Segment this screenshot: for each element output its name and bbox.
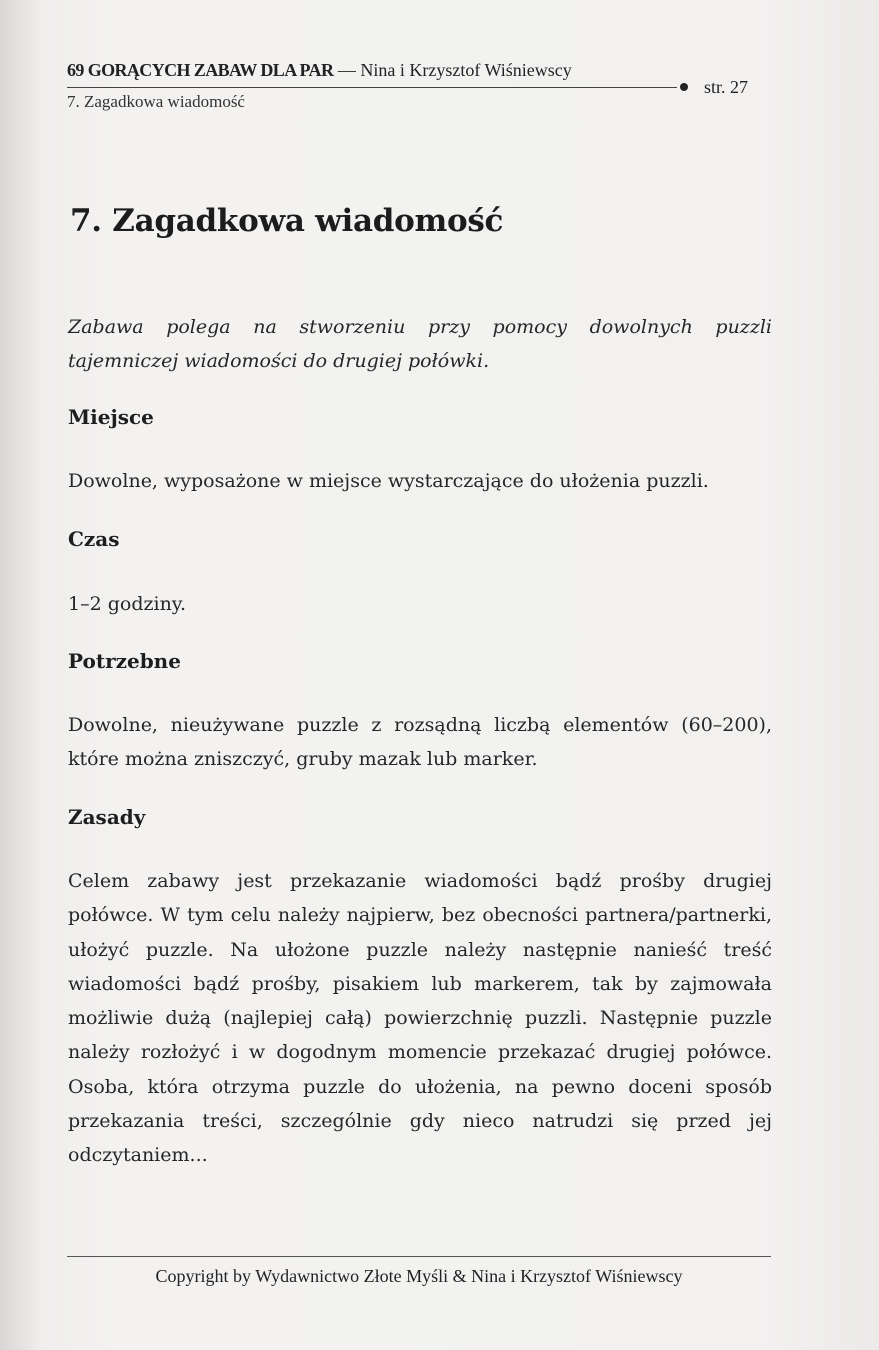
header-rule bbox=[67, 87, 677, 88]
section-text-rules: Celem zabawy jest przekazanie wiadomości bądź prośby drugiej połówce. W tym celu należy najpierw, bez obecności partnera/partnerki, ułożyć puzzle. Na ułożone puzzle należy następnie nanieść treść wiadomości bądź prośby, pisakiem lub markerem, tak by zajmowała możliwie dużą (najlepiej całą) powierzchnię puzzli. Następnie puzzle należy rozłożyć i w dogodnym momencie przekazać drugiej połówce. Osoba, która otrzyma puzzle do ułożenia, na pewno doceni sposób przekazania treści, szczególnie gdy nieco natrudzi się przed jej odczytaniem... bbox=[68, 870, 772, 1167]
section-heading-place: Miejsce bbox=[68, 405, 154, 429]
section-heading-time: Czas bbox=[68, 527, 120, 551]
page-number: str. 27 bbox=[704, 77, 749, 97]
running-section-title: 7. Zagadkowa wiadomość bbox=[67, 92, 245, 111]
bullet-icon bbox=[680, 83, 688, 91]
running-header bbox=[67, 60, 572, 81]
section-text-time: 1–2 godziny. bbox=[68, 593, 187, 615]
book-authors: — Nina i Krzysztof Wiśniewscy bbox=[333, 60, 572, 80]
section-text-place: Dowolne, wyposażone w miejsce wystarczające do ułożenia puzzli. bbox=[68, 470, 709, 492]
section-heading-needed: Potrzebne bbox=[68, 649, 181, 673]
chapter-title: 7. Zagadkowa wiadomość bbox=[70, 203, 504, 239]
chapter-intro: Zabawa polega na stworzeniu przy pomocy dowolnych puzzli tajemniczej wiadomości do drugiej połówki. bbox=[68, 316, 772, 372]
book-series-title: 69 GORĄCYCH ZABAW DLA PAR bbox=[67, 60, 334, 80]
section-text-needed: Dowolne, nieużywane puzzle z rozsądną liczbą elementów (60–200), które można zniszczyć, gruby mazak lub marker. bbox=[68, 714, 772, 770]
section-heading-rules: Zasady bbox=[68, 805, 146, 829]
footer-rule bbox=[67, 1256, 771, 1257]
copyright-footer: Copyright by Wydawnictwo Złote Myśli & Nina i Krzysztof Wiśniewscy bbox=[155, 1266, 683, 1286]
